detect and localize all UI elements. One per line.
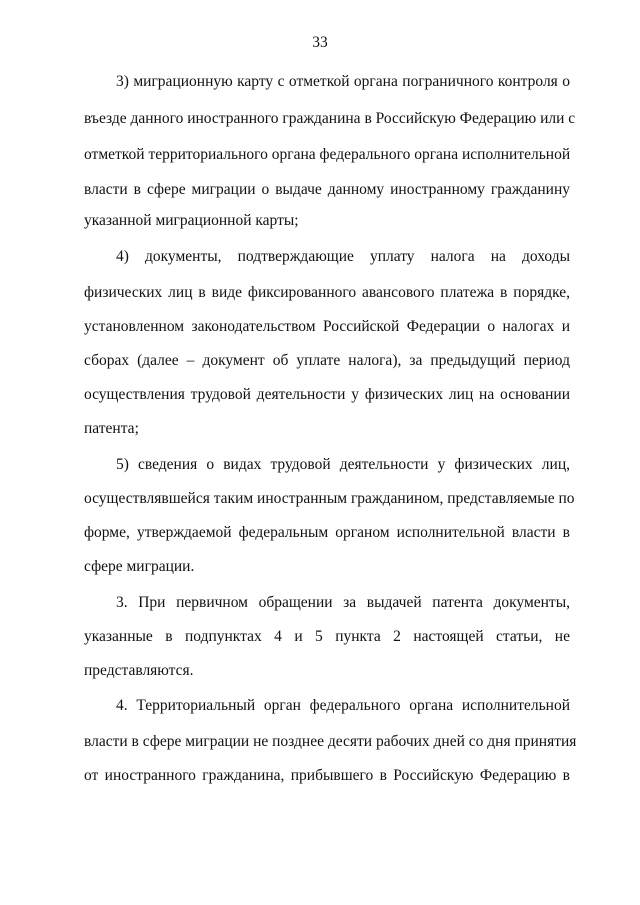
text-line: власти в сфере миграции о выдаче данному иностранному гражданину — [84, 181, 570, 198]
text-line: власти в сфере миграции не позднее десяти рабочих дней со дня принятия — [84, 733, 577, 750]
text-line: представляются. — [84, 662, 194, 679]
text-line: 3) миграционную карту с отметкой органа пограничного контроля о — [116, 73, 570, 90]
text-line: физических лиц в виде фиксированного авансового платежа в порядке, — [84, 284, 570, 301]
text-line: 4) документы, подтверждающие уплату налога на доходы — [116, 248, 570, 265]
text-line: указанной миграционной карты; — [84, 212, 299, 229]
text-line: осуществления трудовой деятельности у физических лиц на основании — [84, 386, 570, 403]
text-line: отметкой территориального органа федерального органа исполнительной — [84, 146, 571, 163]
text-line: 5) сведения о видах трудовой деятельности у физических лиц, — [116, 456, 570, 473]
text-line: от иностранного гражданина, прибывшего в Российскую Федерацию в — [84, 767, 570, 784]
text-line: указанные в подпунктах 4 и 5 пункта 2 настоящей статьи, не — [84, 628, 570, 645]
text-line: сфере миграции. — [84, 558, 195, 575]
text-line: въезде данного иностранного гражданина в Российскую Федерацию или с — [84, 110, 576, 127]
text-line: установленном законодательством Российской Федерации о налогах и — [84, 318, 570, 335]
text-line: 4. Территориальный орган федерального органа исполнительной — [116, 697, 570, 714]
text-line: форме, утверждаемой федеральным органом исполнительной власти в — [84, 524, 570, 541]
text-line: осуществлявшейся таким иностранным гражданином, представляемые по — [84, 490, 575, 507]
page-number: 33 — [312, 34, 328, 51]
text-line: сборах (далее – документ об уплате налога), за предыдущий период — [84, 352, 570, 369]
text-line: патента; — [84, 420, 139, 437]
text-line: 3. При первичном обращении за выдачей патента документы, — [116, 594, 570, 611]
